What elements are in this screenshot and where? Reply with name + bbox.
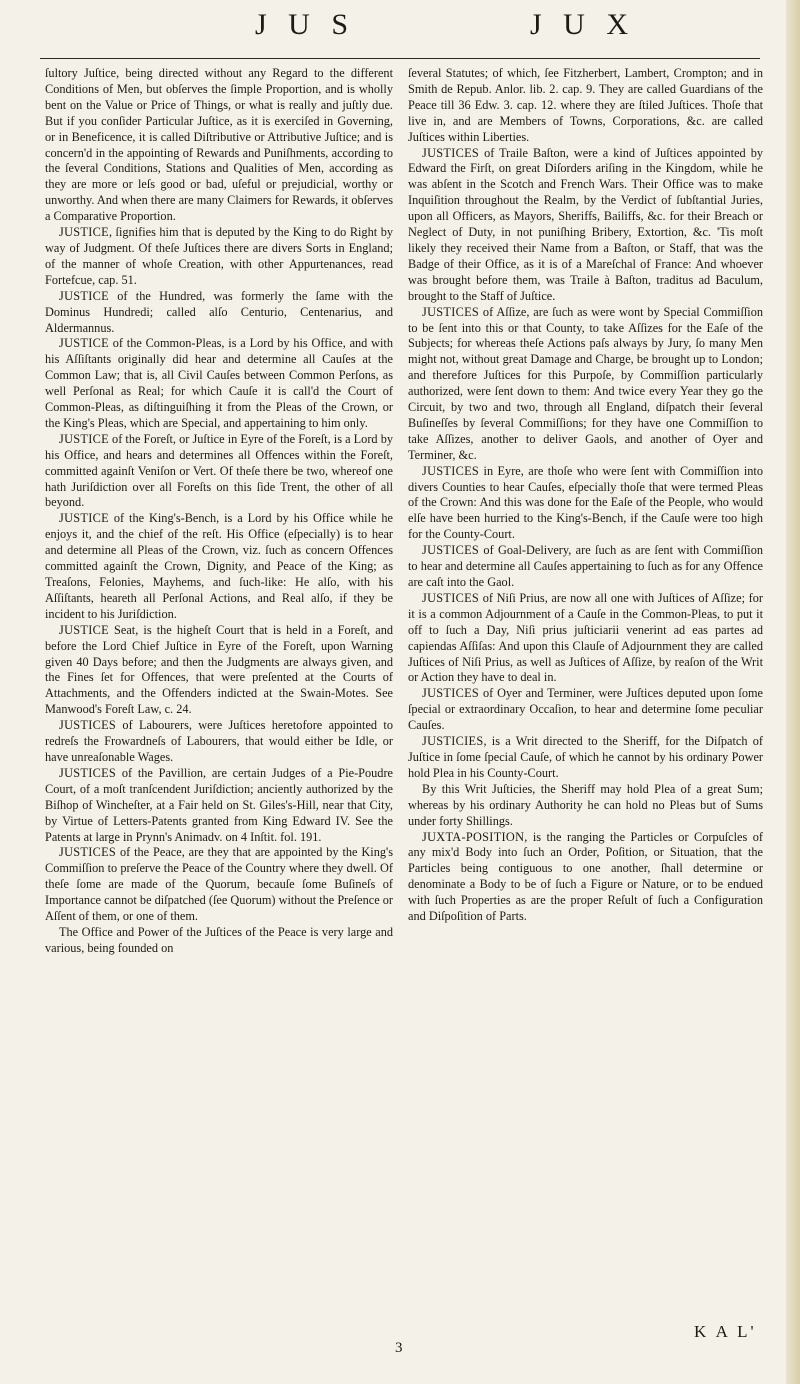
dictionary-entry xyxy=(408,66,763,146)
entry-text: of the Foreſt, or Juſtice in Eyre of the Foreſt, is a Lord by his Office, and hears and determines all Offences within the Foreſt, committed againſt Veniſon or Vert. Of theſe there be two, whereof one hath Juriſdiction over all Foreſts on this ſide Trent, the other of all beyond. xyxy=(45,431,393,510)
entry-text: , ſignifies him that is deputed by the King to do Right by way of Judgment. Of theſe Juſtices there are divers Sorts in England; of the manner of whoſe Creation, with other Appurtenances, read Fortefcue, cap. 51. xyxy=(45,225,393,287)
entry-headword: JUSTICES xyxy=(422,145,480,160)
dictionary-entry xyxy=(408,464,763,544)
entry-text: of Oyer and Terminer, were Juſtices deputed upon ſome ſpecial or extraordinary Occaſion, to hear and determine ſome peculiar Cauſes. xyxy=(408,686,763,733)
dictionary-entry xyxy=(408,543,763,591)
signature-mark: 3 xyxy=(395,1340,403,1356)
dictionary-entry xyxy=(45,289,393,337)
entry-text: of the Pavillion, are certain Judges of a Pie-Poudre Court, of a moſt tranſcendent Juriſdiction; anciently authorized by the Biſhop of Wincheſter, at a Fair held on St. Giles's-Hill, near that City, by Virtue of Letters-Patents granted from King Edward IV. See the Patents at large in Prynn's Animadv. on 4 Inſtit. fol. 191. xyxy=(45,765,393,844)
entry-headword: JUSTICES xyxy=(422,463,480,478)
dictionary-entry xyxy=(45,225,393,289)
dictionary-entry xyxy=(45,718,393,766)
entry-text: , is a Writ directed to the Sheriff, for the Diſpatch of Juſtice in ſome ſpecial Cauſe, of which he cannot by his ordinary Power hold Plea in his County-Court. xyxy=(408,734,763,780)
header-right: J U X xyxy=(530,8,636,41)
entry-headword: JUSTICES xyxy=(59,765,117,780)
entry-text: of Labourers, were Juſtices heretofore appointed to redreſs the Frowardneſs of Labourers, that would either be Idle, or have unreaſonable Wages. xyxy=(45,718,393,764)
entry-headword: JUSTICE xyxy=(59,225,109,240)
header-left: J U S xyxy=(255,8,356,41)
dictionary-entry xyxy=(45,845,393,925)
entry-text: ſeveral Statutes; of which, ſee Fitzherbert, Lambert, Crompton; and in Smith de Repub. Anlor. lib. 2. cap. 9. They are called Guardians of the Peace till 36 Edw. 3. cap. 12. where they are ſtiled Juſtices. Thoſe that live in, and are Members of Towns, Corporations, &c. are called Juſtices within Liberties. xyxy=(408,66,763,144)
entry-headword: JUSTICE xyxy=(59,431,109,446)
dictionary-entry xyxy=(45,511,393,622)
dictionary-entry xyxy=(408,686,763,734)
entry-text: in Eyre, are thoſe who were ſent with Commiſſion into divers Counties to hear Cauſes, eſpecially thoſe that were termed Pleas of the Crown: And this was done for the Eaſe of the People, who would elſe have been hurried to the King's-Bench, if the Cauſe were too high for the County-Court. xyxy=(408,463,763,542)
entry-headword: JUSTICES xyxy=(422,686,480,701)
header-rule xyxy=(40,58,760,59)
entry-text: , is the ranging the Particles or Corpuſcles of any mix'd Body into ſuch an Order, Poſition, or Situation, that the Particles being contiguous to one another, ſhall determine or denominate a Body to be of ſuch a Figure or Nature, or to be endued with ſuch Properties as are the proper Reſult of ſuch a Configuration and Diſpoſition of Parts. xyxy=(408,829,763,924)
entry-headword: JUSTICE xyxy=(59,622,109,637)
entry-text: ſultory Juſtice, being directed without any Regard to the different Conditions of Men, but obſerves the ſimple Proportion, and is wholly bent on the Value or Price of Things, or what is really and juſtly due. But if you conſider Particular Juſtice, as it is exerciſed in Governing, or in Beneficence, it is called Diſtributive or Attributive Juſtice; and is concern'd in the appointing of Rewards and Puniſhments, according to the ſeveral Conditions, Stations and Qualities of Men, according as they are more or leſs good or bad, uſeful or prejudicial, worthy or unworthy. And when there are many Claimers for Rewards, it obſerves a Comparative Proportion. xyxy=(45,66,393,224)
entry-headword: JUSTICES xyxy=(59,718,117,733)
entry-text: of Goal-Delivery, are ſuch as are ſent with Commiſſion to hear and determine all Cauſes appertaining to ſuch as for any Offence are caſt into the Gaol. xyxy=(408,543,763,589)
entry-text: Seat, is the higheſt Court that is held in a Foreſt, and before the Lord Chief Juſtice in Eyre of the Foreſt, upon Warning given 40 Days before; and then the Judgments are always given, and the Fines ſet for Offences, that were preſented at the Courts of Attachments, and the Offenders indicted at the Swain-Motes. See Manwood's Foreſt Law, c. 24. xyxy=(45,622,393,717)
dictionary-entry xyxy=(408,146,763,305)
entry-headword: JUSTICES xyxy=(422,590,480,605)
entry-text: of Aſſize, are ſuch as were wont by Special Commiſſion to be ſent into this or that County, to take Aſſizes for the Eaſe of the Subjects; for whereas theſe Actions paſs always by Jury, ſo many Men might not, without great Damage and Charge, be brought up to London; and therefore Juſtices for this Purpoſe, by Commiſſion particularly authorized, were ſent down to them: And twice every Year they go the Circuit, by two and two, through all England, diſpatch their ſeveral Buſineſſes by ſeveral Commiſſions; for they have one Commiſſion to take Aſſizes, another to deliver Gaols, and another of Oyer and Terminer, &c. xyxy=(408,304,763,462)
entry-text: of the Peace, are they that are appointed by the King's Commiſſion to preſerve the Peace of the Country where they dwell. Of theſe ſome are made of the Quorum, becauſe ſome Buſineſs of Importance cannot be diſpatched (ſee Quorum) without the Preſence or Aſſent of them, or one of them. xyxy=(45,845,393,924)
entry-headword: JUSTICIES xyxy=(422,734,484,749)
entry-headword: JUSTICE xyxy=(59,288,109,303)
entry-text: By this Writ Juſticies, the Sheriff may hold Plea of a great Sum; whereas by his ordinary Authority he can hold no Pleas but of Sums under forty Shillings. xyxy=(408,781,763,828)
entry-headword: JUSTICES xyxy=(422,543,480,558)
entry-text: The Office and Power of the Juſtices of the Peace is very large and various, being founded on xyxy=(45,924,393,955)
dictionary-entry xyxy=(408,734,763,782)
entry-text: of the Hundred, was formerly the ſame with the Dominus Hundredi; called alſo Centurio, Centenarius, and Aldermannus. xyxy=(45,288,393,335)
entry-text: of the King's-Bench, is a Lord by his Office while he enjoys it, and the chief of the reſt. His Office (eſpecially) is to hear and determine all Pleas of the Crown, viz. ſuch as concern Offences committed againſt the Crown, Dignity, and Peace of the King; as Treaſons, Felonies, Mayhems, and ſuch-like: He alſo, with his Aſſiſtants, heareth all Perſonal Actions, and Real alſo, if they be incident to his Juriſdiction. xyxy=(45,511,393,621)
entry-headword: JUSTICE xyxy=(59,336,109,351)
right-column xyxy=(408,66,763,925)
entry-text: of Traile Baſton, were a kind of Juſtices appointed by Edward the Firſt, on great Diſorders ariſing in the Kingdom, while he was abſent in the Scotch and French Wars. Their Office was to make Inquiſition throughout the Realm, by the Verdict of ſubſtantial Juries, upon all Officers, as Mayors, Sheriffs, Bailiffs, &c. for their Breach or Neglect of Duty, in not puniſhing Bribery, Extortion, &c. 'Tis moſt likely they received their Name from a Baſton, or Staff, that was the Badge of their Office, as it is of a Mareſchal of France: And whoever was brought before them, was Traile à Baſton, traditus ad Baculum, brought to the Staff of Juſtice. xyxy=(408,145,763,303)
entry-headword: JUSTICES xyxy=(422,304,480,319)
dictionary-entry xyxy=(408,591,763,686)
running-header xyxy=(40,0,760,60)
dictionary-entry xyxy=(408,782,763,830)
dictionary-entry xyxy=(45,336,393,431)
entry-headword: JUSTICE xyxy=(59,511,109,526)
entry-headword: JUXTA-POSITION xyxy=(422,829,525,844)
entry-headword: JUSTICES xyxy=(59,845,117,860)
dictionary-entry xyxy=(45,66,393,225)
dictionary-entry xyxy=(408,305,763,464)
catchword: K A L' xyxy=(694,1322,757,1341)
entry-text: of the Common-Pleas, is a Lord by his Office, and with his Aſſiſtants originally did hear and determine all Cauſes at the Common Law; that is, all Civil Cauſes between Common Perſons, as well Perſonal as Real; for which Cauſe it is call'd the Court of Common-Pleas, as diſtinguiſhing it from the Pleas of the Crown, or the King's Pleas, which are Special, and appertaining to him only. xyxy=(45,336,393,430)
dictionary-entry xyxy=(45,432,393,512)
dictionary-entry xyxy=(45,766,393,846)
dictionary-entry xyxy=(408,830,763,925)
left-column xyxy=(45,66,393,957)
dictionary-entry xyxy=(45,925,393,957)
page-edge xyxy=(786,0,800,1384)
entry-text: of Niſi Prius, are now all one with Juſtices of Aſſize; for it is a common Adjournment of a Cauſe in the Common-Pleas, to put it off to ſuch a Day, Niſi prius juſticiarii venerint ad eas partes ad capiendas Aſſiſas: And upon this Clauſe of Adjournment they are called Juſtices of Niſi Prius, as well as Juſtices of Aſſize, by reaſon of the Writ or Action they have to deal in. xyxy=(408,590,763,685)
dictionary-entry xyxy=(45,623,393,718)
